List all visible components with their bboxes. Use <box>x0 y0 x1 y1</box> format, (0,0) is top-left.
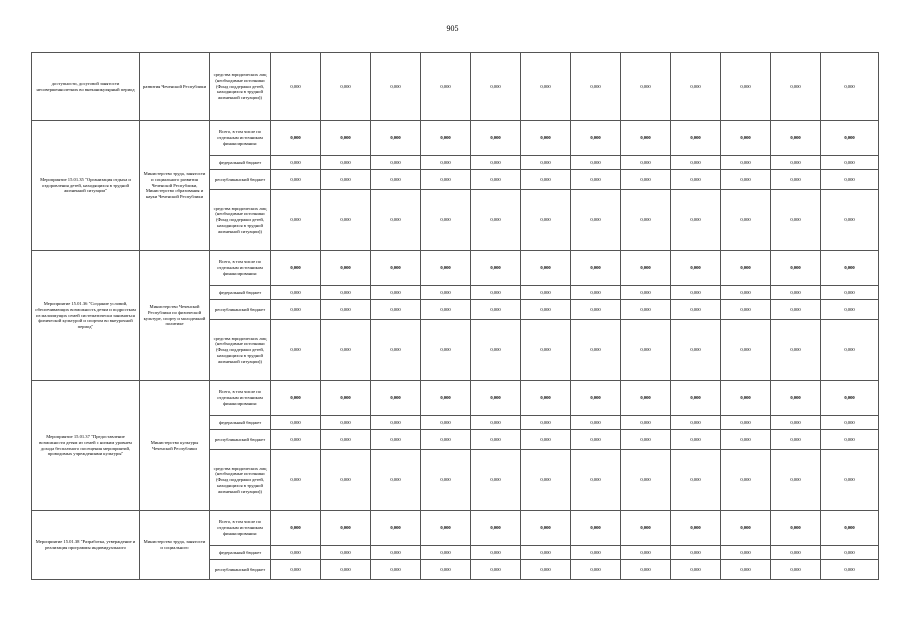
amount-cell: 0,000 <box>671 320 721 381</box>
amount-cell: 0,000 <box>621 546 671 560</box>
source-cell: федеральный бюджет <box>210 286 271 300</box>
amount-cell: 0,000 <box>321 560 371 580</box>
amount-cell: 0,000 <box>271 300 321 320</box>
amount-cell: 0,000 <box>271 190 321 251</box>
amount-cell: 0,000 <box>471 546 521 560</box>
amount-cell: 0,000 <box>421 53 471 121</box>
amount-cell: 0,000 <box>821 381 879 416</box>
amount-cell: 0,000 <box>771 560 821 580</box>
amount-cell: 0,000 <box>471 170 521 190</box>
amount-cell: 0,000 <box>671 430 721 450</box>
amount-cell: 0,000 <box>771 430 821 450</box>
amount-cell: 0,000 <box>671 546 721 560</box>
amount-cell: 0,000 <box>671 121 721 156</box>
source-cell: Всего, в том числе по отдельным источникам финансирования: <box>210 121 271 156</box>
amount-cell: 0,000 <box>371 190 421 251</box>
amount-cell: 0,000 <box>521 190 571 251</box>
amount-cell: 0,000 <box>371 156 421 170</box>
amount-cell: 0,000 <box>721 560 771 580</box>
amount-cell: 0,000 <box>371 320 421 381</box>
amount-cell: 0,000 <box>821 170 879 190</box>
amount-cell: 0,000 <box>821 286 879 300</box>
source-cell: республиканский бюджет <box>210 430 271 450</box>
amount-cell: 0,000 <box>471 300 521 320</box>
amount-cell: 0,000 <box>721 53 771 121</box>
amount-cell: 0,000 <box>721 190 771 251</box>
amount-cell: 0,000 <box>621 511 671 546</box>
amount-cell: 0,000 <box>571 156 621 170</box>
amount-cell: 0,000 <box>471 560 521 580</box>
amount-cell: 0,000 <box>371 511 421 546</box>
amount-cell: 0,000 <box>771 156 821 170</box>
page-number: 905 <box>446 24 459 33</box>
source-cell: республиканский бюджет <box>210 170 271 190</box>
amount-cell: 0,000 <box>521 121 571 156</box>
financing-table <box>31 52 879 580</box>
amount-cell: 0,000 <box>521 53 571 121</box>
executor-cell: Министерство культуры Чеченской Республики <box>140 381 210 511</box>
amount-cell: 0,000 <box>571 320 621 381</box>
amount-cell: 0,000 <box>721 430 771 450</box>
amount-cell: 0,000 <box>371 300 421 320</box>
amount-cell: 0,000 <box>671 53 721 121</box>
amount-cell: 0,000 <box>721 170 771 190</box>
amount-cell: 0,000 <box>321 156 371 170</box>
amount-cell: 0,000 <box>321 251 371 286</box>
amount-cell: 0,000 <box>421 300 471 320</box>
amount-cell: 0,000 <box>421 381 471 416</box>
amount-cell: 0,000 <box>321 286 371 300</box>
amount-cell: 0,000 <box>671 300 721 320</box>
amount-cell: 0,000 <box>721 300 771 320</box>
amount-cell: 0,000 <box>321 430 371 450</box>
amount-cell: 0,000 <box>621 121 671 156</box>
amount-cell: 0,000 <box>621 300 671 320</box>
amount-cell: 0,000 <box>821 300 879 320</box>
amount-cell: 0,000 <box>521 300 571 320</box>
amount-cell: 0,000 <box>621 251 671 286</box>
amount-cell: 0,000 <box>321 450 371 511</box>
amount-cell: 0,000 <box>271 546 321 560</box>
amount-cell: 0,000 <box>621 416 671 430</box>
source-cell: федеральный бюджет <box>210 156 271 170</box>
amount-cell: 0,000 <box>721 121 771 156</box>
amount-cell: 0,000 <box>571 286 621 300</box>
amount-cell: 0,000 <box>371 53 421 121</box>
amount-cell: 0,000 <box>621 53 671 121</box>
amount-cell: 0,000 <box>571 546 621 560</box>
amount-cell: 0,000 <box>671 416 721 430</box>
executor-cell: развития Чеченской Республики <box>140 53 210 121</box>
amount-cell: 0,000 <box>821 560 879 580</box>
table-row <box>32 381 879 416</box>
amount-cell: 0,000 <box>471 286 521 300</box>
executor-cell: Министерство труда, занятости и социального развития Чеченской Республики, Министерство образования и науки Чеченской Республики <box>140 121 210 251</box>
amount-cell: 0,000 <box>321 121 371 156</box>
source-cell: Всего, в том числе по отдельным источникам финансирования: <box>210 511 271 546</box>
amount-cell: 0,000 <box>371 430 421 450</box>
amount-cell: 0,000 <box>521 320 571 381</box>
amount-cell: 0,000 <box>271 381 321 416</box>
amount-cell: 0,000 <box>271 286 321 300</box>
amount-cell: 0,000 <box>321 416 371 430</box>
amount-cell: 0,000 <box>821 190 879 251</box>
amount-cell: 0,000 <box>721 286 771 300</box>
amount-cell: 0,000 <box>471 511 521 546</box>
amount-cell: 0,000 <box>771 320 821 381</box>
amount-cell: 0,000 <box>271 170 321 190</box>
amount-cell: 0,000 <box>521 381 571 416</box>
amount-cell: 0,000 <box>321 546 371 560</box>
amount-cell: 0,000 <box>321 190 371 251</box>
amount-cell: 0,000 <box>271 156 321 170</box>
amount-cell: 0,000 <box>471 381 521 416</box>
amount-cell: 0,000 <box>621 381 671 416</box>
amount-cell: 0,000 <box>471 121 521 156</box>
amount-cell: 0,000 <box>421 450 471 511</box>
amount-cell: 0,000 <box>471 53 521 121</box>
source-cell: средства юридических лиц (необходимые источники (Фонд поддержки детей, находящихся в трудной жизненной ситуации)) <box>210 190 271 251</box>
amount-cell: 0,000 <box>421 416 471 430</box>
amount-cell: 0,000 <box>371 450 421 511</box>
amount-cell: 0,000 <box>371 170 421 190</box>
amount-cell: 0,000 <box>671 381 721 416</box>
amount-cell: 0,000 <box>371 381 421 416</box>
amount-cell: 0,000 <box>821 416 879 430</box>
amount-cell: 0,000 <box>571 170 621 190</box>
amount-cell: 0,000 <box>821 121 879 156</box>
amount-cell: 0,000 <box>671 511 721 546</box>
amount-cell: 0,000 <box>521 286 571 300</box>
amount-cell: 0,000 <box>571 381 621 416</box>
amount-cell: 0,000 <box>421 560 471 580</box>
amount-cell: 0,000 <box>521 546 571 560</box>
amount-cell: 0,000 <box>421 251 471 286</box>
amount-cell: 0,000 <box>421 430 471 450</box>
amount-cell: 0,000 <box>571 430 621 450</box>
event-cell: Мероприятие 15.01.37 "Предоставление возможности детям из семей с низким уровнем дохода бесплатного посещения мероприятий, проводимых учреждениями культуры" <box>32 381 140 511</box>
amount-cell: 0,000 <box>771 450 821 511</box>
amount-cell: 0,000 <box>721 416 771 430</box>
event-cell: доступности, досуговой занятости несовершеннолетних во внеканикулярный период <box>32 53 140 121</box>
source-cell: республиканский бюджет <box>210 300 271 320</box>
amount-cell: 0,000 <box>271 121 321 156</box>
amount-cell: 0,000 <box>421 121 471 156</box>
amount-cell: 0,000 <box>771 251 821 286</box>
table-row <box>32 53 879 121</box>
amount-cell: 0,000 <box>721 156 771 170</box>
amount-cell: 0,000 <box>771 170 821 190</box>
amount-cell: 0,000 <box>821 511 879 546</box>
amount-cell: 0,000 <box>621 156 671 170</box>
amount-cell: 0,000 <box>671 190 721 251</box>
amount-cell: 0,000 <box>371 286 421 300</box>
executor-cell: Министерство Чеченской Республики по физической культуре, спорту и молодежной политике <box>140 251 210 381</box>
amount-cell: 0,000 <box>721 511 771 546</box>
amount-cell: 0,000 <box>771 286 821 300</box>
amount-cell: 0,000 <box>771 546 821 560</box>
amount-cell: 0,000 <box>521 251 571 286</box>
amount-cell: 0,000 <box>671 450 721 511</box>
amount-cell: 0,000 <box>571 450 621 511</box>
amount-cell: 0,000 <box>271 560 321 580</box>
amount-cell: 0,000 <box>421 320 471 381</box>
amount-cell: 0,000 <box>321 53 371 121</box>
amount-cell: 0,000 <box>421 190 471 251</box>
amount-cell: 0,000 <box>321 300 371 320</box>
amount-cell: 0,000 <box>471 416 521 430</box>
amount-cell: 0,000 <box>521 511 571 546</box>
amount-cell: 0,000 <box>571 300 621 320</box>
amount-cell: 0,000 <box>821 156 879 170</box>
amount-cell: 0,000 <box>621 286 671 300</box>
amount-cell: 0,000 <box>571 53 621 121</box>
amount-cell: 0,000 <box>771 416 821 430</box>
amount-cell: 0,000 <box>571 121 621 156</box>
amount-cell: 0,000 <box>671 286 721 300</box>
table-row <box>32 511 879 546</box>
source-cell: Всего, в том числе по отдельным источникам финансирования: <box>210 251 271 286</box>
event-cell: Мероприятие 15.01.36 "Создание условий, обеспечивающих возможность детям и подросткам из малоимущих семей систематически заниматься физической культурой и спортом во внеурочной период" <box>32 251 140 381</box>
executor-cell: Министерство труда, занятости и социального <box>140 511 210 580</box>
amount-cell: 0,000 <box>421 286 471 300</box>
amount-cell: 0,000 <box>571 251 621 286</box>
source-cell: федеральный бюджет <box>210 546 271 560</box>
amount-cell: 0,000 <box>821 430 879 450</box>
amount-cell: 0,000 <box>771 53 821 121</box>
amount-cell: 0,000 <box>471 251 521 286</box>
amount-cell: 0,000 <box>321 170 371 190</box>
table-row <box>32 121 879 156</box>
source-cell: средства юридических лиц (необходимые источники (Фонд поддержки детей, находящихся в трудной жизненной ситуации)) <box>210 53 271 121</box>
amount-cell: 0,000 <box>521 416 571 430</box>
amount-cell: 0,000 <box>521 450 571 511</box>
amount-cell: 0,000 <box>571 560 621 580</box>
amount-cell: 0,000 <box>321 381 371 416</box>
amount-cell: 0,000 <box>421 156 471 170</box>
amount-cell: 0,000 <box>271 416 321 430</box>
amount-cell: 0,000 <box>571 190 621 251</box>
amount-cell: 0,000 <box>321 320 371 381</box>
source-cell: Всего, в том числе по отдельным источникам финансирования: <box>210 381 271 416</box>
amount-cell: 0,000 <box>471 430 521 450</box>
amount-cell: 0,000 <box>271 511 321 546</box>
amount-cell: 0,000 <box>671 156 721 170</box>
amount-cell: 0,000 <box>471 320 521 381</box>
amount-cell: 0,000 <box>721 450 771 511</box>
amount-cell: 0,000 <box>421 546 471 560</box>
amount-cell: 0,000 <box>521 560 571 580</box>
source-cell: средства юридических лиц (необходимые источники (Фонд поддержки детей, находящихся в трудной жизненной ситуации)) <box>210 450 271 511</box>
amount-cell: 0,000 <box>771 511 821 546</box>
amount-cell: 0,000 <box>471 156 521 170</box>
amount-cell: 0,000 <box>721 546 771 560</box>
amount-cell: 0,000 <box>371 251 421 286</box>
amount-cell: 0,000 <box>371 416 421 430</box>
amount-cell: 0,000 <box>721 320 771 381</box>
amount-cell: 0,000 <box>371 560 421 580</box>
amount-cell: 0,000 <box>621 450 671 511</box>
amount-cell: 0,000 <box>821 251 879 286</box>
amount-cell: 0,000 <box>771 121 821 156</box>
amount-cell: 0,000 <box>771 190 821 251</box>
amount-cell: 0,000 <box>521 170 571 190</box>
amount-cell: 0,000 <box>421 170 471 190</box>
amount-cell: 0,000 <box>371 546 421 560</box>
amount-cell: 0,000 <box>321 511 371 546</box>
amount-cell: 0,000 <box>721 381 771 416</box>
amount-cell: 0,000 <box>771 300 821 320</box>
amount-cell: 0,000 <box>521 156 571 170</box>
amount-cell: 0,000 <box>621 430 671 450</box>
amount-cell: 0,000 <box>271 430 321 450</box>
amount-cell: 0,000 <box>671 170 721 190</box>
amount-cell: 0,000 <box>821 546 879 560</box>
source-cell: федеральный бюджет <box>210 416 271 430</box>
amount-cell: 0,000 <box>671 251 721 286</box>
amount-cell: 0,000 <box>621 560 671 580</box>
amount-cell: 0,000 <box>271 53 321 121</box>
amount-cell: 0,000 <box>421 511 471 546</box>
amount-cell: 0,000 <box>521 430 571 450</box>
amount-cell: 0,000 <box>621 190 671 251</box>
source-cell: республиканский бюджет <box>210 560 271 580</box>
amount-cell: 0,000 <box>671 560 721 580</box>
source-cell: средства юридических лиц (необходимые источники (Фонд поддержки детей, находящихся в трудной жизненной ситуации)) <box>210 320 271 381</box>
amount-cell: 0,000 <box>271 450 321 511</box>
amount-cell: 0,000 <box>621 320 671 381</box>
amount-cell: 0,000 <box>571 416 621 430</box>
event-cell: Мероприятие 15.01.35 "Организация отдыха и оздоровления детей, находящихся в трудной жизненной ситуации" <box>32 121 140 251</box>
amount-cell: 0,000 <box>571 511 621 546</box>
amount-cell: 0,000 <box>721 251 771 286</box>
amount-cell: 0,000 <box>821 53 879 121</box>
amount-cell: 0,000 <box>821 320 879 381</box>
amount-cell: 0,000 <box>471 190 521 251</box>
amount-cell: 0,000 <box>771 381 821 416</box>
table-row <box>32 251 879 286</box>
amount-cell: 0,000 <box>621 170 671 190</box>
amount-cell: 0,000 <box>821 450 879 511</box>
event-cell: Мероприятие 15.01.38 "Разработка, утверждение и реализация программы индивидуального <box>32 511 140 580</box>
amount-cell: 0,000 <box>271 320 321 381</box>
amount-cell: 0,000 <box>471 450 521 511</box>
amount-cell: 0,000 <box>371 121 421 156</box>
amount-cell: 0,000 <box>271 251 321 286</box>
